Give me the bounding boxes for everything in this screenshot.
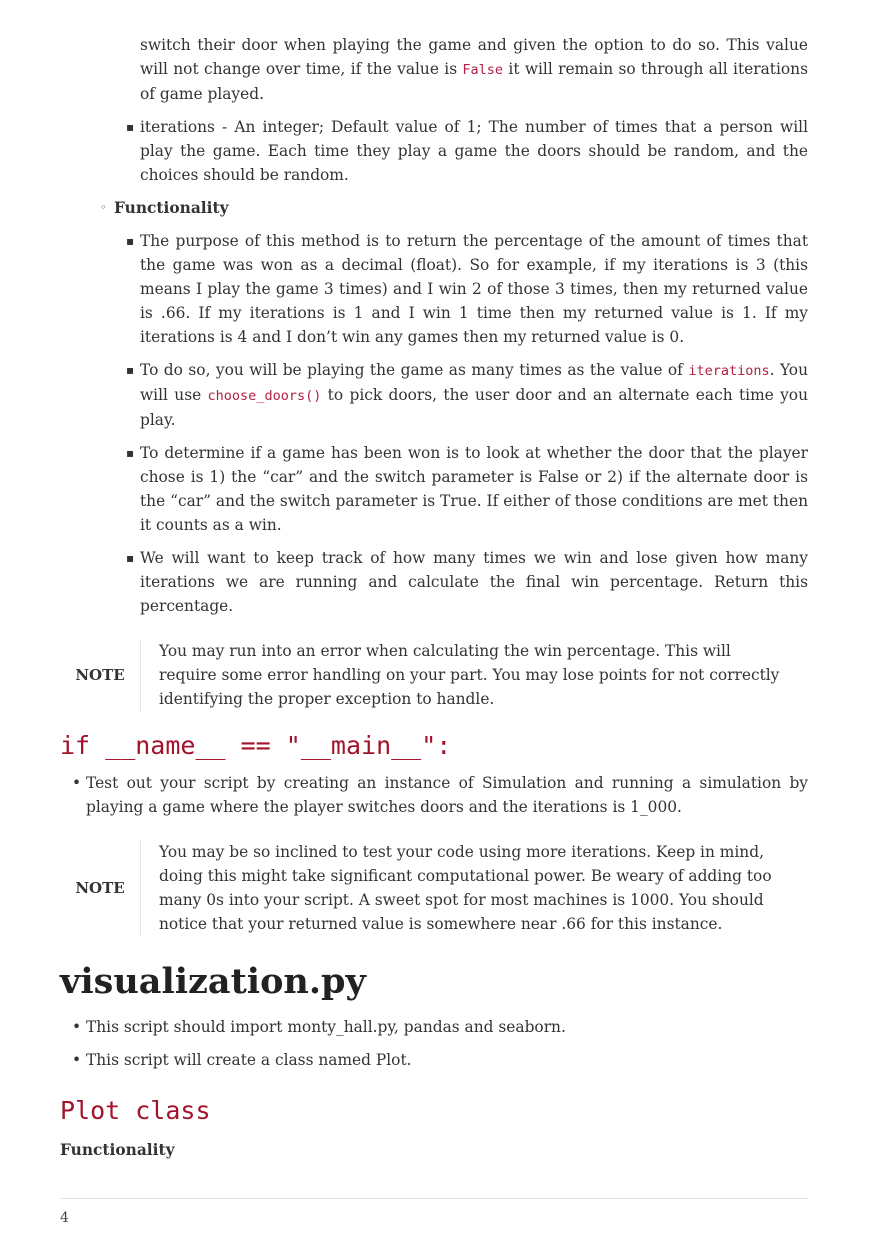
list-item-iterations [126,115,808,187]
functionality-label: Functionality [114,199,229,217]
note-text: You may be so inclined to test your code using more iterations. Keep in mind, doing this might take significant computational power. Be weary of adding too many 0s into your script. A sweet spot for most machines is 1000. You should notice that your returned value is somewhere near .66 for this instance. [140,840,808,936]
play-text-a: To do so, you will be playing the game as many times as the value of [140,361,689,379]
play-text-b: . You will use [140,361,808,404]
intro-text-1: switch their door when playing the game and given the option to do so. This value will not change over time, if the value is [140,36,808,78]
square-bullet-icon: ▪ [126,551,135,565]
list-item-test-script [72,771,808,819]
false-code: False [462,62,504,78]
play-text-c: to pick doors, the user door and an alternate each time you play. [140,386,808,429]
list-item-plot-class [72,1048,808,1072]
note-label: NOTE [75,879,125,897]
note-callout-1 [60,639,808,711]
list-item-purpose [126,229,808,349]
note-callout-2 [60,840,808,936]
list-item-imports [72,1015,808,1039]
dot-bullet-icon: • [72,774,82,792]
dot-bullet-icon: • [72,1018,82,1036]
note-label: NOTE [75,666,125,684]
main-block-heading: if __name__ == "__main__": [60,731,452,760]
functionality-heading [100,196,808,220]
track-wins-text: We will want to keep track of how many times we win and lose given how many iterations we are running and calculate the final win percentage. Return this percentage. [140,549,808,615]
plot-class-text: This script will create a class named Plot. [86,1051,412,1069]
purpose-text: The purpose of this method is to return the percentage of the amount of times that the game was won as a decimal (float). So for example, if my iterations is 3 (this means I play the game 3 times) and I win 2 of those 3 times, then my returned value is .66. If my iterations is 1 and I win 1 time then my returned value is 1. If my iterations is 4 and I don’t win any games then my returned value is 0. [140,232,808,346]
dot-bullet-icon: • [72,1051,82,1069]
plot-class-heading: Plot class [60,1096,211,1125]
win-condition-text: To determine if a game has been won is to look at whether the door that the player chose is 1) the “car” and the switch parameter is False or 2) if the alternate door is the “car” and the switch parameter is True. If either of those conditions are met then it counts as a win. [140,444,808,534]
square-bullet-icon: ▪ [126,446,135,460]
iterations-code: iterations [688,363,770,379]
square-bullet-icon: ▪ [126,234,135,248]
square-bullet-icon: ▪ [126,363,135,377]
square-bullet-icon: ▪ [126,120,135,134]
visualization-heading: visualization.py [60,961,366,1002]
list-item-play-game [126,358,808,432]
imports-text: This script should import monty_hall.py, pandas and seaborn. [86,1018,566,1036]
circle-bullet-icon: ◦ [100,201,107,214]
list-item-track-wins [126,546,808,618]
plot-functionality-label: Functionality [60,1141,175,1159]
footer-divider [60,1198,808,1199]
document-page [60,33,808,1162]
intro-text-2: it will remain so through all iterations of game played. [140,60,808,103]
test-script-text: Test out your script by creating an instance of Simulation and running a simulation by playing a game where the player switches doors and the iterations is 1_000. [86,774,808,816]
note-text: You may run into an error when calculating the win percentage. This will require some error handling on your part. You may lose points for not correctly identifying the proper exception to handle. [140,639,808,711]
switch-param-description [140,33,808,106]
list-item-win-condition [126,441,808,537]
iterations-text: iterations - An integer; Default value of 1; The number of times that a person will play the game. Each time they play a game the doors should be random, and the choices should be random. [140,118,808,184]
page-number: 4 [60,1210,69,1226]
choose-doors-code: choose_doors() [207,388,322,404]
